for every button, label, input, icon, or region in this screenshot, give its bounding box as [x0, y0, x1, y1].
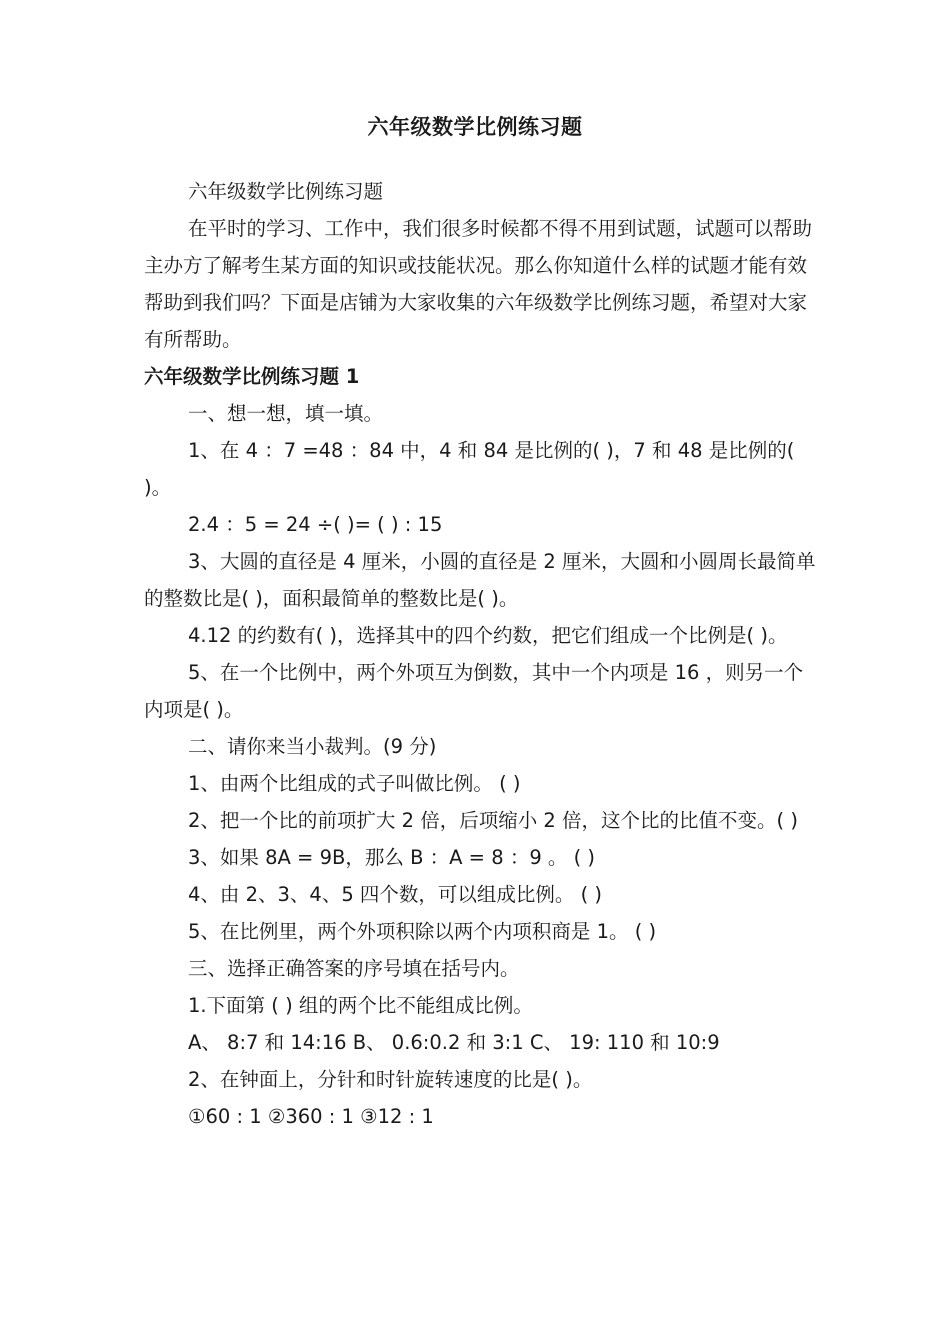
question-item: 5、在比例里，两个外项积除以两个内项积商是 1。 ( )	[188, 920, 657, 943]
question-item: 4.12 的约数有( )，选择其中的四个约数，把它们组成一个比例是( )。	[188, 624, 788, 647]
answer-options: A、 8:7 和 14:16 B、 0.6:0.2 和 3:1 C、 19: 110 和 10:9	[188, 1031, 720, 1054]
intro-paragraph: 在平时的学习、工作中，我们很多时候都不得不用到试题，试题可以帮助主办方了解考生某方面的知识或技能状况。那么你知道什么样的试题才能有效帮助到我们吗？下面是店铺为大家收集的六年级数学比例练习题，希望对大家有所帮助。	[144, 217, 813, 351]
document-title: 六年级数学比例练习题	[367, 115, 583, 139]
question-item: 2、把一个比的前项扩大 2 倍，后项缩小 2 倍，这个比的比值不变。( )	[188, 809, 798, 832]
question-item: 3、如果 8A = 9B，那么 B ：A = 8 ：9 。 ( )	[188, 846, 596, 869]
answer-options: ①60 : 1 ②360 : 1 ③12 : 1	[188, 1105, 434, 1128]
question-item: 5、在一个比例中，两个外项互为倒数，其中一个内项是 16 ，则另一个内项是( )。	[144, 661, 804, 721]
document-body	[144, 173, 816, 1135]
part-three-heading: 三、选择正确答案的序号填在括号内。	[188, 957, 520, 980]
part-one-heading: 一、想一想，填一填。	[188, 402, 384, 425]
intro-subtitle: 六年级数学比例练习题	[188, 180, 384, 203]
question-item: 1.下面第 ( ) 组的两个比不能组成比例。	[188, 994, 533, 1017]
section-heading: 六年级数学比例练习题 1	[144, 365, 360, 388]
question-item: 4、由 2、3、4、5 四个数，可以组成比例。 ( )	[188, 883, 603, 906]
question-item: 1、在 4 ：7 =48 ：84 中，4 和 84 是比例的( )，7 和 48 是比例的( )。	[144, 439, 795, 499]
question-item: 2.4 ：5 = 24 ÷( )= ( ) : 15	[188, 513, 443, 536]
question-item: 3、大圆的直径是 4 厘米，小圆的直径是 2 厘米，大圆和小圆周长最简单的整数比是( )，面积最简单的整数比是( )。	[144, 550, 816, 610]
part-two-heading: 二、请你来当小裁判。(9 分)	[188, 735, 437, 758]
question-item: 1、由两个比组成的式子叫做比例。 ( )	[188, 772, 521, 795]
question-item: 2、在钟面上，分针和时针旋转速度的比是( )。	[188, 1068, 593, 1091]
